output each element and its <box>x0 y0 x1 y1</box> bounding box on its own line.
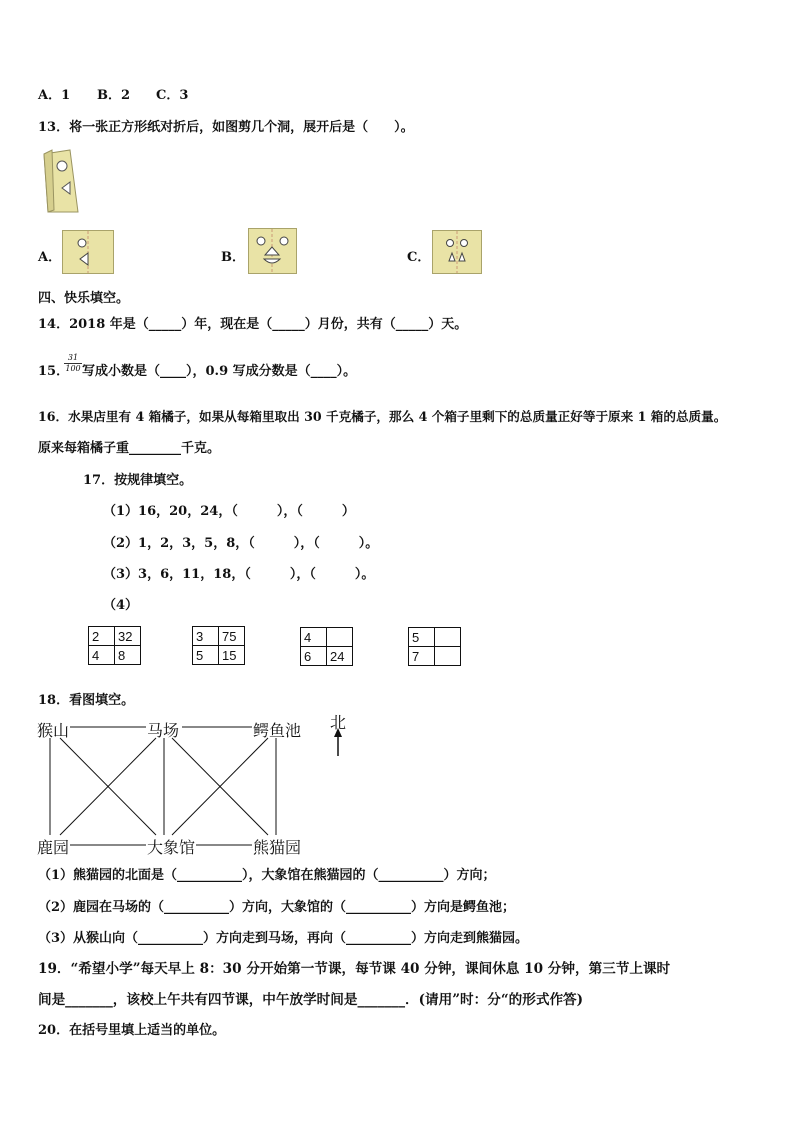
q15-number: 15． <box>38 364 70 379</box>
q17-part3: （3）3，6，11，18，（ ），（ ）。 <box>103 567 375 582</box>
q17-part4: （4） <box>103 598 139 613</box>
q16-line2: 原来每箱橘子重________千克。 <box>38 441 221 456</box>
place-daxiangguan: 大象馆 <box>147 838 196 857</box>
q15-fraction <box>64 353 82 374</box>
fraction-denominator: 100 <box>65 364 81 373</box>
grid-cell <box>435 647 461 666</box>
option-a-figure <box>62 230 114 274</box>
q12-option-c: C．3 <box>156 88 189 103</box>
grid-cell: 15 <box>219 646 245 665</box>
q17-part1: （1）16，20，24，（ ），（ ） <box>103 504 355 519</box>
grid-cell: 3 <box>193 627 219 646</box>
place-machang: 马场 <box>147 721 180 740</box>
q13-option-c-label: C． <box>407 250 431 265</box>
grid-cell: 2 <box>89 627 115 646</box>
q15-text: 写成小数是（____），0.9 写成分数是（____）。 <box>82 364 357 379</box>
grid-cell: 5 <box>409 628 435 647</box>
folded-paper-figure <box>40 148 84 216</box>
q18-stem: 18．看图填空。 <box>38 693 135 708</box>
q17-part2: （2）1，2，3，5，8，（ ），（ ）。 <box>103 536 379 551</box>
grid-cell: 8 <box>115 646 141 665</box>
grid-cell: 4 <box>89 646 115 665</box>
grid-cell: 32 <box>115 627 141 646</box>
pattern-grid-2 <box>192 626 245 665</box>
pattern-grid-3 <box>300 627 353 666</box>
place-xiongmaoyuan: 熊猫园 <box>253 838 302 857</box>
q14-text: 14．2018 年是（_____）年，现在是（_____）月份，共有（_____）天。 <box>38 317 468 332</box>
pattern-grid-4 <box>408 627 461 666</box>
place-houshan: 猴山 <box>37 721 70 740</box>
option-b-figure <box>248 228 297 274</box>
grid-cell <box>327 628 353 647</box>
grid-cell: 7 <box>409 647 435 666</box>
q16-line1: 16．水果店里有 4 箱橘子，如果从每箱里取出 30 千克橘子，那么 4 个箱子里剩下的总质量正好等于原来 1 箱的总质量。 <box>38 409 727 424</box>
option-c-figure <box>432 230 482 274</box>
grid-cell <box>435 628 461 647</box>
q18-part1: （1）熊猫园的北面是（__________），大象馆在熊猫园的（__________）方向； <box>38 868 496 883</box>
fraction-numerator: 31 <box>64 353 82 364</box>
grid-cell: 75 <box>219 627 245 646</box>
grid-cell: 24 <box>327 647 353 666</box>
grid-cell: 5 <box>193 646 219 665</box>
q20-text: 20．在括号里填上适当的单位。 <box>38 1023 226 1038</box>
place-luyuan: 鹿园 <box>37 838 70 857</box>
q18-part3: （3）从猴山向（__________）方向走到马场，再向（__________）方向走到熊猫园。 <box>38 931 529 946</box>
q13-stem: 13．将一张正方形纸对折后，如图剪几个洞，展开后是（ ）。 <box>38 120 414 135</box>
section-heading: 四、快乐填空。 <box>38 291 130 306</box>
q18-part2: （2）鹿园在马场的（__________）方向，大象馆的（__________）方向是鳄鱼池； <box>38 900 516 915</box>
q12-option-b: B．2 <box>97 88 131 103</box>
place-eyuchi: 鳄鱼池 <box>253 721 302 740</box>
q12-option-a: A．1 <box>38 88 71 103</box>
q19-line2: 间是_______，该校上午共有四节课，中午放学时间是_______．(请用”时：分“的形式作答) <box>38 992 584 1008</box>
q13-option-a-label: A． <box>38 250 62 265</box>
q13-option-b-label: B． <box>221 250 245 265</box>
grid-cell: 4 <box>301 628 327 647</box>
grid-cell: 6 <box>301 647 327 666</box>
north-label: 北 <box>330 713 347 732</box>
q19-line1: 19．“希望小学”每天早上 8：30 分开始第一节课，每节课 40 分钟，课间休息 10 分钟，第三节上课时 <box>38 961 671 977</box>
pattern-grid-1 <box>88 626 141 665</box>
q17-stem: 17．按规律填空。 <box>83 473 193 488</box>
